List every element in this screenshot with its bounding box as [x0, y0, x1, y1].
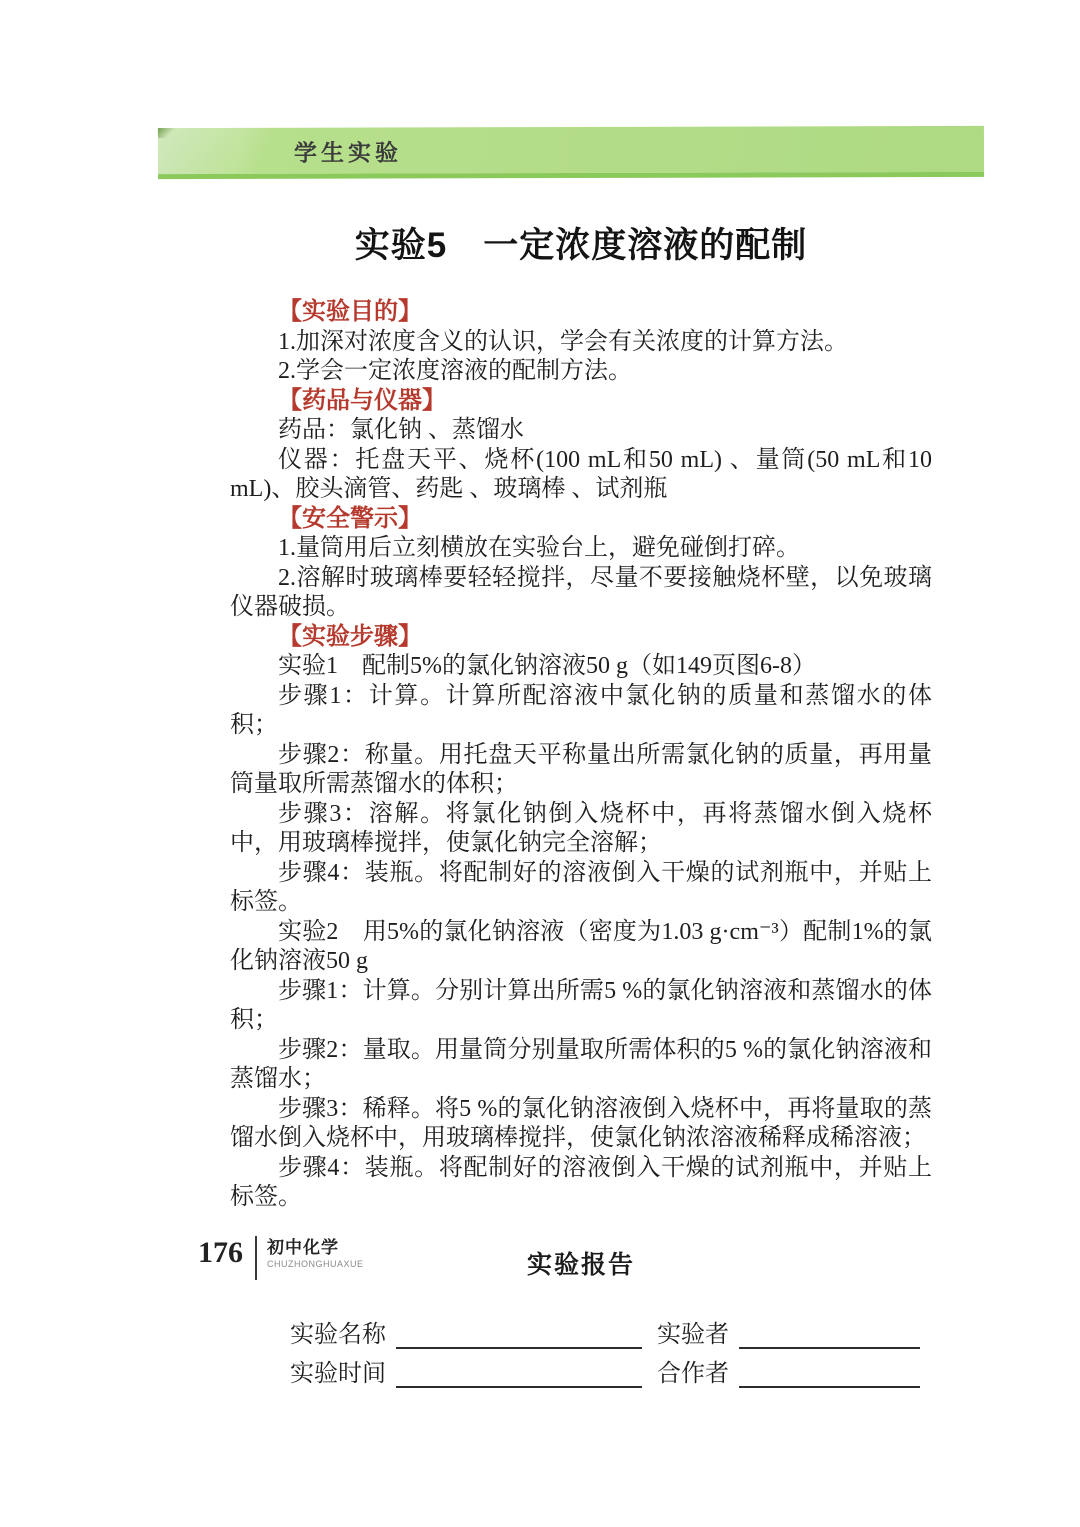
report-form	[290, 1319, 920, 1388]
book-info	[267, 1236, 364, 1270]
paragraph: 步骤4：装瓶。将配制好的溶液倒入干燥的试剂瓶中，并贴上标签。	[230, 859, 932, 915]
paragraph: 1.量筒用后立刻横放在实验台上，避免碰倒打碎。	[278, 535, 800, 561]
book-title: 初中化学	[267, 1238, 339, 1257]
paragraph: 步骤3：溶解。将氯化钠倒入烧杯中，再将蒸馏水倒入烧杯中，用玻璃棒搅拌，使氯化钠完全溶解；	[230, 800, 932, 856]
field-collaborator	[657, 1358, 920, 1388]
paragraph: 药品：氯化钠 、蒸馏水	[278, 417, 524, 443]
paragraph: 2.溶解时玻璃棒要轻轻搅拌，尽量不要接触烧杯壁，以免玻璃仪器破损。	[230, 564, 932, 620]
footer-divider	[255, 1236, 257, 1280]
field-label: 实验者	[657, 1321, 729, 1348]
paragraph: 步骤2：称量。用托盘天平称量出所需氯化钠的质量，再用量筒量取所需蒸馏水的体积；	[230, 741, 932, 797]
page-title: 实验5 一定浓度溶液的配制	[354, 226, 808, 265]
fill-in-line	[739, 1321, 920, 1349]
field-experiment-time	[290, 1358, 642, 1388]
paragraph: 步骤1：计算。计算所配溶液中氯化钠的质量和蒸馏水的体积；	[230, 682, 932, 738]
chapter-banner	[158, 126, 984, 179]
paragraph: 实验1 配制5%的氯化钠溶液50 g（如149页图6-8）	[278, 653, 816, 679]
page-content	[230, 218, 932, 1388]
field-experimenter	[657, 1319, 920, 1349]
page-number: 176	[198, 1236, 243, 1269]
paragraph: 步骤1：计算。分别计算出所需5 %的氯化钠溶液和蒸馏水的体积；	[230, 977, 932, 1033]
paragraph: 1.加深对浓度含义的认识，学会有关浓度的计算方法。	[278, 328, 848, 355]
section-heading-purpose: 【实验目的】	[278, 299, 422, 325]
chapter-banner-label: 学生实验	[293, 138, 403, 166]
book-subtitle: CHUZHONGHUAXUE	[267, 1259, 364, 1269]
paragraph: 步骤3：稀释。将5 %的氯化钠溶液倒入烧杯中，再将量取的蒸馏水倒入烧杯中，用玻璃棒搅拌，使氯化钠浓溶液稀释成稀溶液；	[230, 1095, 932, 1151]
paragraph: 步骤2：量取。用量筒分别量取所需体积的5 %的氯化钠溶液和蒸馏水；	[230, 1036, 932, 1092]
field-experiment-name	[290, 1319, 642, 1349]
paragraph: 实验2 用5%的氯化钠溶液（密度为1.03 g·cm⁻³）配制1%的氯化钠溶液50 g	[230, 918, 932, 974]
fill-in-line	[396, 1360, 642, 1388]
section-heading-safety: 【安全警示】	[278, 505, 422, 532]
section-heading-materials: 【药品与仪器】	[278, 387, 446, 414]
page-footer	[198, 1236, 364, 1280]
field-label: 合作者	[657, 1360, 729, 1387]
field-label: 实验时间	[290, 1360, 386, 1387]
fill-in-line	[739, 1360, 920, 1388]
report-title: 实验报告	[526, 1250, 635, 1279]
paragraph: 仪器：托盘天平、烧杯(100 mL和50 mL) 、量筒(50 mL和10 mL)、胶头滴管、药匙 、玻璃棒 、试剂瓶	[230, 446, 932, 502]
paragraph: 2.学会一定浓度溶液的配制方法。	[278, 358, 632, 384]
paragraph: 步骤4：装瓶。将配制好的溶液倒入干燥的试剂瓶中，并贴上标签。	[230, 1154, 932, 1210]
field-label: 实验名称	[290, 1321, 386, 1348]
section-heading-steps: 【实验步骤】	[278, 623, 422, 650]
fill-in-line	[396, 1321, 642, 1349]
